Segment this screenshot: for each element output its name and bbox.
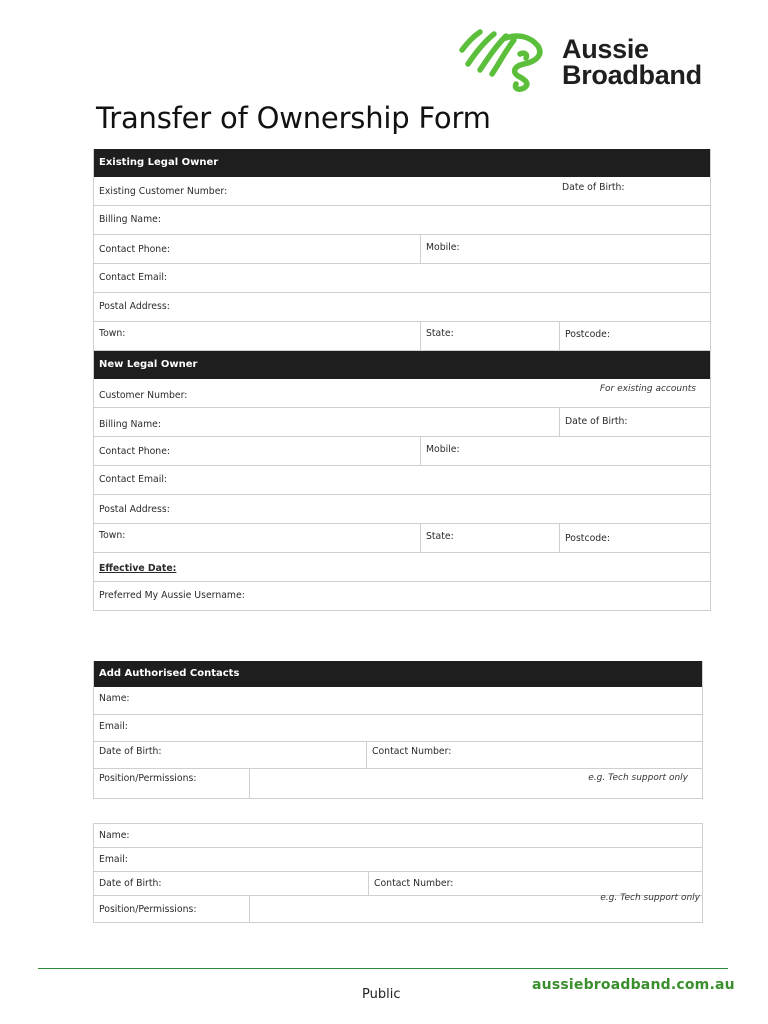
new-email-row[interactable] — [94, 466, 710, 495]
new-state-label: State: — [426, 531, 454, 542]
existing-customer-number-field[interactable] — [94, 177, 710, 205]
existing-state-label: State: — [426, 328, 454, 339]
new-postcode-label: Postcode: — [565, 533, 611, 544]
contact2-dob-field[interactable] — [94, 872, 368, 895]
contact1-name-field[interactable] — [94, 687, 702, 714]
new-state-field[interactable] — [420, 524, 559, 552]
authorised-contact-1 — [93, 661, 703, 799]
new-postal-address-label: Postal Address: — [99, 504, 170, 515]
new-mobile-label: Mobile: — [426, 444, 460, 455]
contact2-position-label: Position/Permissions: — [99, 904, 197, 915]
existing-mobile-label: Mobile: — [426, 242, 460, 253]
existing-contact-email-label: Contact Email: — [99, 272, 168, 283]
contact1-dob-label: Date of Birth: — [99, 746, 162, 757]
new-dob-field[interactable] — [559, 408, 710, 436]
contact1-position-example: e.g. Tech support only — [588, 773, 688, 783]
existing-billing-name-row[interactable] — [94, 206, 710, 235]
existing-postal-address-field[interactable] — [94, 293, 710, 321]
contact1-position-label-cell — [94, 769, 249, 798]
contact2-number-field[interactable] — [368, 872, 702, 895]
brand-name-line1: Aussie — [562, 34, 649, 64]
new-dob-label: Date of Birth: — [565, 416, 628, 427]
existing-customer-number-row[interactable] — [94, 177, 710, 206]
existing-postcode-label: Postcode: — [565, 329, 611, 340]
new-contact-email-field[interactable] — [94, 466, 710, 494]
new-owner-section — [93, 351, 711, 611]
contact2-position-label-cell — [94, 896, 249, 922]
existing-town-field[interactable] — [94, 322, 420, 350]
new-postal-row[interactable] — [94, 495, 710, 524]
existing-customer-number-label: Existing Customer Number: — [99, 186, 228, 197]
existing-email-row[interactable] — [94, 264, 710, 293]
existing-postcode-field[interactable] — [559, 322, 710, 350]
contact2-name-field[interactable] — [94, 824, 702, 847]
username-row[interactable] — [94, 582, 710, 611]
contact1-position-field[interactable] — [249, 769, 702, 798]
new-mobile-field[interactable] — [420, 437, 710, 465]
contact2-email-row[interactable] — [94, 848, 702, 872]
contact1-dob-field[interactable] — [94, 742, 366, 768]
existing-mobile-field[interactable] — [420, 235, 710, 263]
effective-date-row[interactable] — [94, 553, 710, 582]
authorised-contact-2 — [93, 823, 703, 923]
contact1-email-field[interactable] — [94, 715, 702, 741]
footer-website-link[interactable]: aussiebroadband.com.au — [532, 977, 735, 993]
existing-contact-phone-label: Contact Phone: — [99, 244, 171, 255]
new-postal-address-field[interactable] — [94, 495, 710, 523]
contact2-email-field[interactable] — [94, 848, 702, 871]
contact2-name-row[interactable] — [94, 824, 702, 848]
existing-phone-row — [94, 235, 710, 264]
new-customer-number-row[interactable] — [94, 379, 710, 408]
contact1-email-row[interactable] — [94, 715, 702, 742]
contact2-dob-label: Date of Birth: — [99, 878, 162, 889]
section-heading: Existing Legal Owner — [94, 149, 710, 177]
effective-date-label: Effective Date: — [99, 563, 177, 574]
brand-logo — [458, 28, 728, 98]
existing-town-row — [94, 322, 710, 351]
brand-wordmark — [562, 36, 702, 88]
brand-name-line2: Broadband — [562, 60, 702, 90]
new-town-field[interactable] — [94, 524, 420, 552]
contact2-position-field[interactable] — [249, 893, 702, 922]
new-contact-phone-field[interactable] — [94, 437, 420, 465]
existing-postal-row[interactable] — [94, 293, 710, 322]
existing-owner-section — [93, 149, 711, 351]
new-customer-number-field[interactable] — [94, 379, 710, 407]
contact2-name-label: Name: — [99, 830, 130, 841]
new-phone-row — [94, 437, 710, 466]
existing-state-field[interactable] — [420, 322, 559, 350]
contact1-dob-row — [94, 742, 702, 769]
contact2-number-label: Contact Number: — [374, 878, 454, 889]
new-billing-name-row — [94, 408, 710, 437]
section-heading: New Legal Owner — [94, 351, 710, 379]
footer-classification: Public — [362, 987, 401, 1002]
existing-accounts-note: For existing accounts — [599, 384, 696, 394]
contact1-email-label: Email: — [99, 721, 128, 732]
new-customer-number-label: Customer Number: — [99, 390, 188, 401]
existing-town-label: Town: — [99, 328, 126, 339]
existing-dob-label: Date of Birth: — [562, 182, 625, 193]
section-heading: Add Authorised Contacts — [94, 661, 702, 687]
new-billing-name-field[interactable] — [94, 408, 559, 436]
contact1-position-row — [94, 769, 702, 799]
new-town-label: Town: — [99, 530, 126, 541]
existing-postal-address-label: Postal Address: — [99, 301, 170, 312]
new-town-row — [94, 524, 710, 553]
footer-divider — [38, 968, 728, 969]
contact2-position-row — [94, 893, 702, 923]
existing-contact-phone-field[interactable] — [94, 235, 420, 263]
page-title: Transfer of Ownership Form — [96, 101, 491, 135]
contact2-email-label: Email: — [99, 854, 128, 865]
new-contact-email-label: Contact Email: — [99, 474, 168, 485]
aussie-broadband-logo-icon — [458, 28, 548, 96]
contact1-number-label: Contact Number: — [372, 746, 452, 757]
contact1-position-label: Position/Permissions: — [99, 773, 197, 784]
contact1-name-label: Name: — [99, 693, 130, 704]
existing-contact-email-field[interactable] — [94, 264, 710, 292]
preferred-username-label: Preferred My Aussie Username: — [99, 590, 245, 601]
contact2-position-example: e.g. Tech support only — [600, 893, 700, 903]
new-postcode-field[interactable] — [559, 524, 710, 552]
contact1-number-field[interactable] — [366, 742, 702, 768]
contact1-name-row[interactable] — [94, 687, 702, 715]
effective-date-field[interactable] — [94, 553, 710, 581]
new-contact-phone-label: Contact Phone: — [99, 446, 171, 457]
preferred-username-field[interactable] — [94, 582, 710, 610]
new-billing-name-label: Billing Name: — [99, 419, 162, 430]
existing-billing-name-label: Billing Name: — [99, 214, 162, 225]
existing-billing-name-field[interactable] — [94, 206, 710, 234]
